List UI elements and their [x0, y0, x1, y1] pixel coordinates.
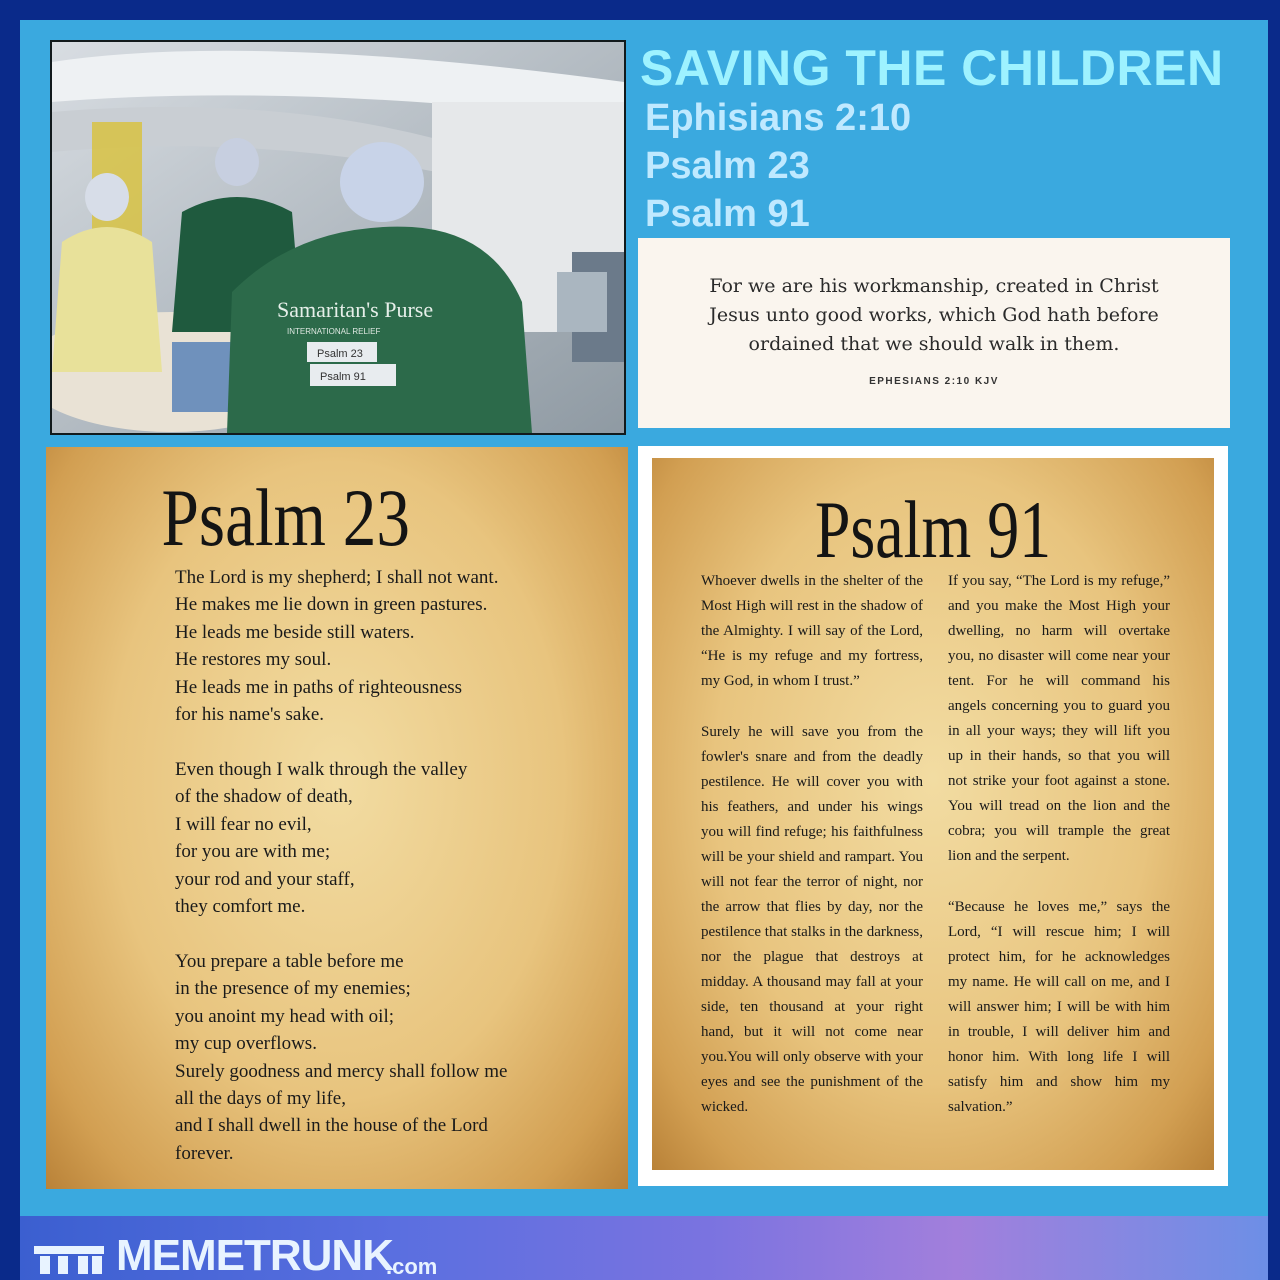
- gown-text: Samaritan's Purse: [277, 297, 434, 322]
- memetrunk-logo-icon: [34, 1240, 104, 1274]
- ephesians-verse-card: [638, 238, 1230, 428]
- psalm-91-col2-para1: [948, 569, 1170, 869]
- page-title: SAVING THE CHILDREN: [640, 40, 1224, 96]
- verse-line: ordained that we should walk in them.: [748, 333, 1120, 355]
- verse-line: in the presence of my enemies;: [175, 978, 411, 1000]
- verse-line: Even though I walk through the valley: [175, 759, 468, 780]
- psalm-91-col1-para2: [701, 720, 923, 1120]
- verse-line: they comfort me.: [175, 896, 306, 918]
- verse-line: your rod and your staff,: [175, 868, 355, 890]
- verse-line: Jesus unto good works, which God hath before: [709, 304, 1159, 326]
- psalm-91-col1-para1: [701, 569, 923, 694]
- psalm-23-stanza-1: [175, 564, 498, 728]
- verse-line: He leads me in paths of righteousness: [175, 676, 463, 698]
- paragraph: Surely he will save you from the fowler's snare and from the deadly pestilence. He will cover you with his feathers, and under his wings you will find refuge; his faithfulness will be your shield and rampart. You will not fear the terror of night, nor the arrow that flies by day, nor the pestilence that stalks in the darkness, nor the plague that destroys at midday. A thousand may fall at your side, ten thousand at your right hand, but it will not come near you.You will only observe with your eyes and see the punishment of the wicked.: [701, 724, 923, 1115]
- verse-line: He leads me beside still waters.: [175, 621, 415, 643]
- paragraph: Whoever dwells in the shelter of the Most High will rest in the shadow of the Almighty. I will say of the Lord, “He is my refuge and my fortress, my God, in whom I trust.”: [701, 573, 923, 689]
- reference-psalm-23: Psalm 23: [645, 145, 810, 187]
- medical-team-photo: [50, 40, 626, 435]
- verse-text: [668, 272, 1200, 359]
- verse-line: for you are with me;: [175, 841, 331, 863]
- verse-line: all the days of my life,: [175, 1088, 346, 1110]
- verse-line: for his name's sake.: [175, 704, 325, 726]
- reference-ephesians: Ephisians 2:10: [645, 97, 912, 139]
- psalm-23-stanza-3: [175, 948, 507, 1167]
- verse-line: Surely goodness and mercy shall follow me: [175, 1060, 508, 1082]
- psalm-23-title: Psalm 23: [161, 472, 410, 563]
- verse-line: For we are his workmanship, created in Christ: [709, 275, 1159, 297]
- verse-line: He makes me lie down in green pastures.: [175, 594, 488, 616]
- verse-line: and I shall dwell in the house of the Lord: [175, 1115, 488, 1137]
- psalm-91-col2-para2: [948, 895, 1170, 1120]
- psalm-23-stanza-2: [175, 756, 467, 920]
- paragraph: If you say, “The Lord is my refuge,” and you make the Most High your dwelling, no harm will overtake you, no disaster will come near your tent. For he will command his angels concerning you to guard you in all your ways; they will lift you up in their hands, so that you will not strike your foot against a stone. You will tread on the lion and the cobra; you will trample the great lion and the serpent.: [948, 573, 1170, 864]
- verse-line: You prepare a table before me: [175, 951, 404, 972]
- verse-line: He restores my soul.: [175, 649, 332, 671]
- brand-tld: .com: [386, 1254, 438, 1279]
- gown-subtext: INTERNATIONAL RELIEF: [287, 327, 381, 336]
- paragraph: “Because he loves me,” says the Lord, “I will rescue him; I will protect him, for he acknowledges my name. He will call on me, and I will answer him; I will be with him in trouble, I will deliver him and honor him. With long life I will satisfy him and show him my salvation.”: [948, 899, 1170, 1115]
- verse-line: forever.: [175, 1142, 234, 1164]
- verse-line: my cup overflows.: [175, 1033, 317, 1055]
- verse-line: you anoint my head with oil;: [175, 1005, 395, 1027]
- reference-psalm-91: Psalm 91: [645, 193, 810, 235]
- brand-name: MEMETRUNK: [116, 1231, 393, 1280]
- gown-tag-2: Psalm 91: [320, 371, 366, 383]
- verse-line: I will fear no evil,: [175, 813, 312, 835]
- verse-citation: EPHESIANS 2:10 KJV: [869, 376, 999, 387]
- gown-tag-1: Psalm 23: [317, 348, 363, 360]
- verse-line: The Lord is my shepherd; I shall not want.: [175, 567, 499, 588]
- psalm-91-title: Psalm 91: [814, 484, 1052, 575]
- verse-line: of the shadow of death,: [175, 786, 353, 808]
